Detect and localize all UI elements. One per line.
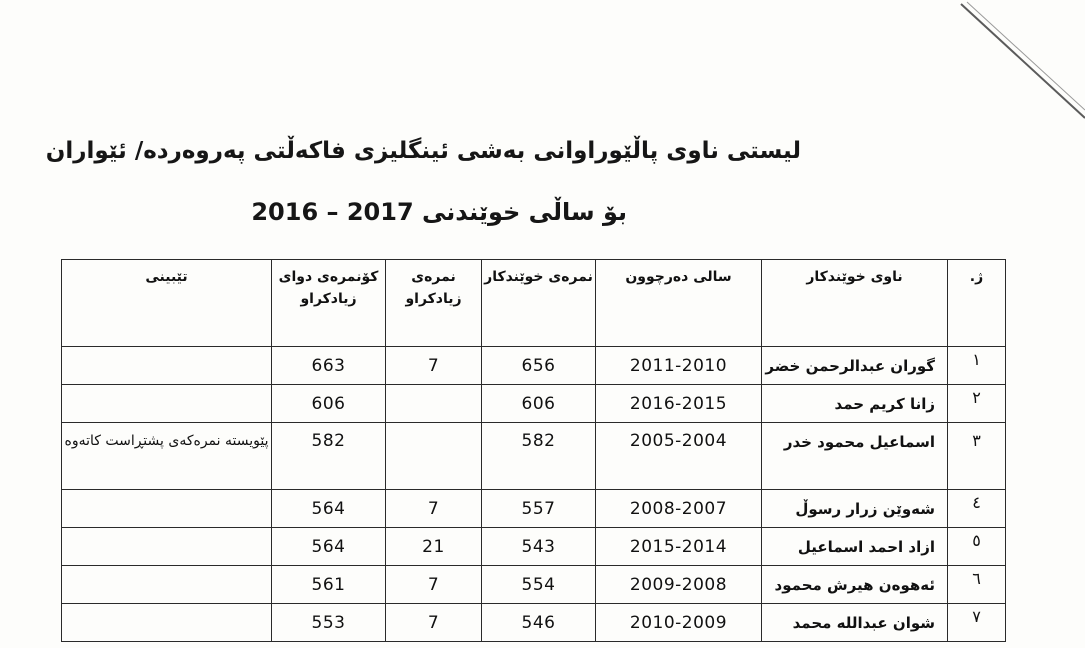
header-grad-year: سالی دەرچوون xyxy=(596,260,762,347)
header-added-score: نمرەی زیادکراو xyxy=(386,260,482,347)
cell-total-after: 564 xyxy=(272,528,386,566)
cell-notes xyxy=(62,490,272,528)
cell-total-after: 606 xyxy=(272,385,386,423)
cell-student-score: 543 xyxy=(482,528,596,566)
cell-index: ٦ xyxy=(948,566,1006,604)
cell-grad-year: 2010-2009 xyxy=(596,604,762,642)
table-row xyxy=(62,423,1006,490)
cell-index: ٥ xyxy=(948,528,1006,566)
cell-added-score: 7 xyxy=(386,604,482,642)
cell-total-after: 663 xyxy=(272,347,386,385)
cell-index: ٧ xyxy=(948,604,1006,642)
cell-notes xyxy=(62,528,272,566)
header-notes: تێبینی xyxy=(62,260,272,347)
cell-name: شوان عبدالله محمد xyxy=(762,604,948,642)
cell-added-score: 7 xyxy=(386,490,482,528)
cell-grad-year: 2016-2015 xyxy=(596,385,762,423)
header-index: ژ. xyxy=(948,260,1006,347)
cell-grad-year: 2005-2004 xyxy=(596,423,762,490)
scan-fold-artifact xyxy=(875,0,1085,130)
cell-notes: پێویستە نمرەکەی پشتڕاست کاتەوە xyxy=(62,423,272,490)
cell-student-score: 656 xyxy=(482,347,596,385)
cell-added-score xyxy=(386,385,482,423)
cell-added-score: 7 xyxy=(386,566,482,604)
table-row xyxy=(62,347,1006,385)
document-subtitle: بۆ ساڵی خوێندنی 2017 – 2016 xyxy=(251,198,627,226)
cell-notes xyxy=(62,385,272,423)
header-name: ناوی خوێندکار xyxy=(762,260,948,347)
table-row xyxy=(62,604,1006,642)
cell-added-score: 21 xyxy=(386,528,482,566)
cell-total-after: 564 xyxy=(272,490,386,528)
cell-grad-year: 2011-2010 xyxy=(596,347,762,385)
cell-notes xyxy=(62,566,272,604)
candidates-table xyxy=(61,259,1006,642)
table-row xyxy=(62,490,1006,528)
cell-grad-year: 2008-2007 xyxy=(596,490,762,528)
cell-index: ١ xyxy=(948,347,1006,385)
cell-grad-year: 2015-2014 xyxy=(596,528,762,566)
cell-grad-year: 2009-2008 xyxy=(596,566,762,604)
cell-index: ٢ xyxy=(948,385,1006,423)
cell-index: ٤ xyxy=(948,490,1006,528)
cell-student-score: 546 xyxy=(482,604,596,642)
cell-student-score: 606 xyxy=(482,385,596,423)
header-student-score: نمرەی خوێندکار xyxy=(482,260,596,347)
document-title: لیستی ناوی پاڵێوراوانی بەشی ئینگلیزی فاکەڵتی پەروەردە/ ئێواران xyxy=(45,138,801,164)
cell-total-after: 553 xyxy=(272,604,386,642)
cell-name: اسماعيل محمود خدر xyxy=(762,423,948,490)
cell-name: زانا كريم حمد xyxy=(762,385,948,423)
table-row xyxy=(62,385,1006,423)
table-row xyxy=(62,566,1006,604)
cell-index: ٣ xyxy=(948,423,1006,490)
cell-name: گوران عبدالرحمن خضر xyxy=(762,347,948,385)
table-header-row xyxy=(62,260,1006,347)
cell-total-after: 582 xyxy=(272,423,386,490)
cell-added-score xyxy=(386,423,482,490)
cell-student-score: 554 xyxy=(482,566,596,604)
cell-name: شەوێن زرار رسوڵ xyxy=(762,490,948,528)
cell-added-score: 7 xyxy=(386,347,482,385)
cell-total-after: 561 xyxy=(272,566,386,604)
cell-notes xyxy=(62,347,272,385)
cell-student-score: 557 xyxy=(482,490,596,528)
cell-name: ئەهوەن هيرش محمود xyxy=(762,566,948,604)
table-row xyxy=(62,528,1006,566)
header-total-after: کۆنمرەی دوای زیادکراو xyxy=(272,260,386,347)
cell-student-score: 582 xyxy=(482,423,596,490)
cell-notes xyxy=(62,604,272,642)
cell-name: ازاد احمد اسماعيل xyxy=(762,528,948,566)
